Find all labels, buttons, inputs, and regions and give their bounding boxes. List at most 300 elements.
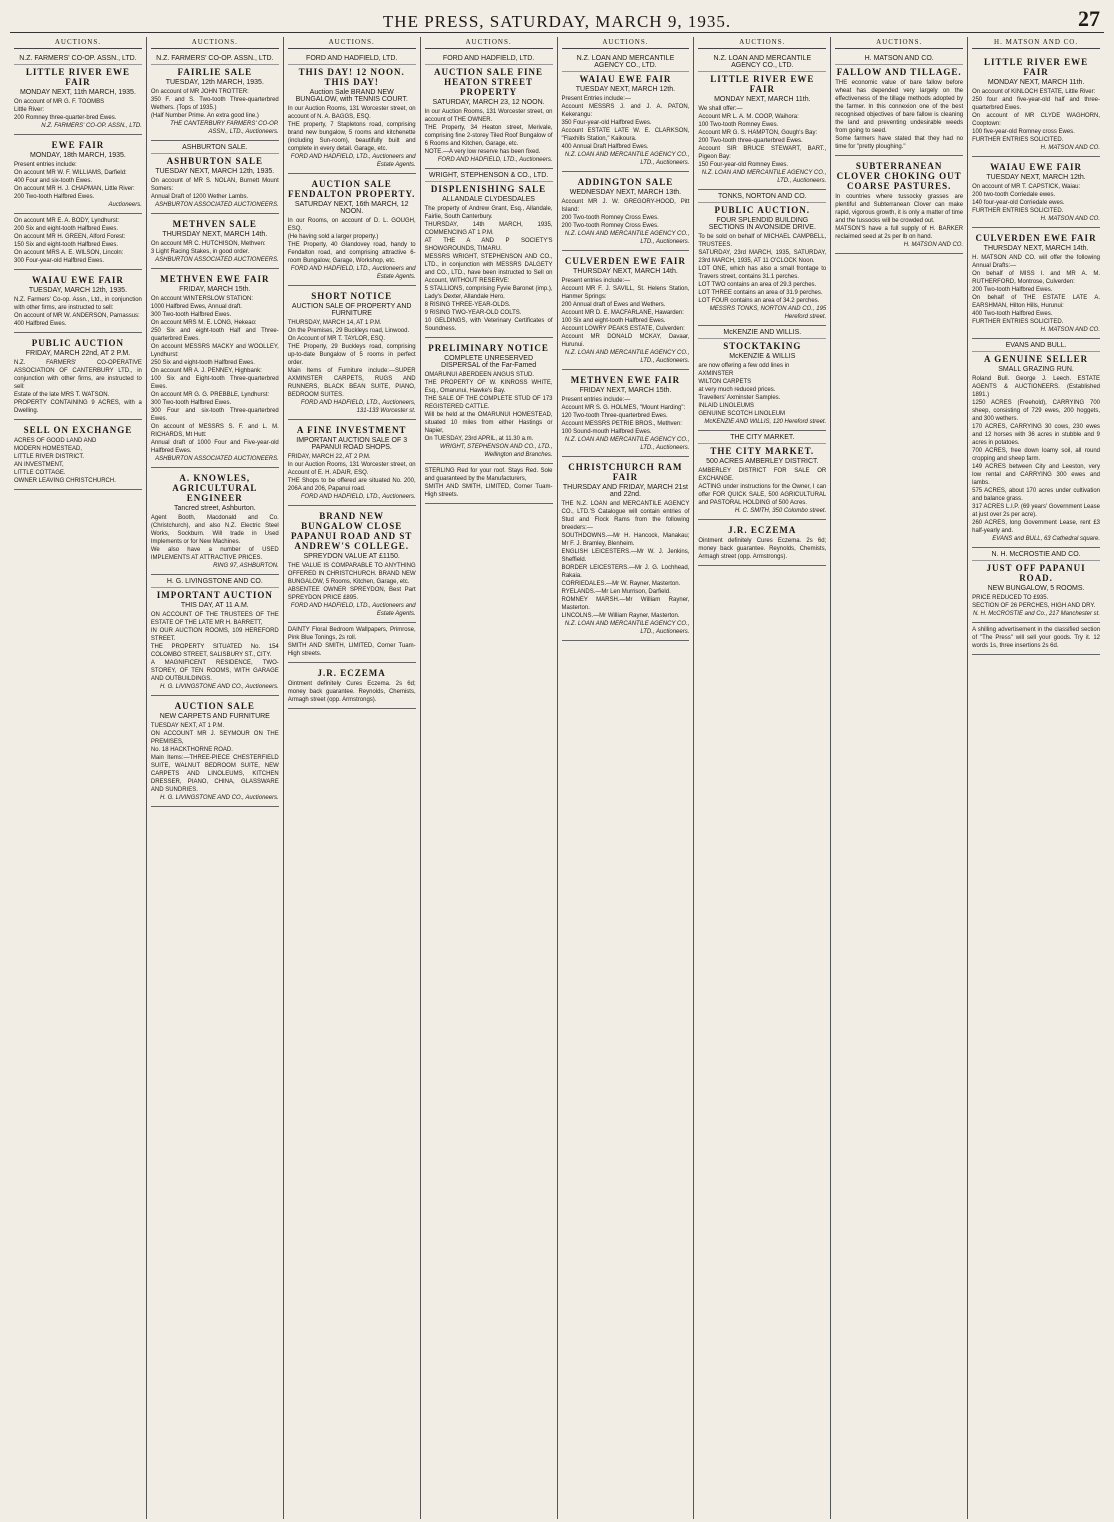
ad-text-line: FURTHER ENTRIES SOLICITED.	[972, 208, 1064, 214]
ad-signature: N.Z. LOAN AND MERCANTILE AGENCY CO., LTD., Auctioneers.	[701, 170, 827, 184]
ad-text-line: (He having sold a larger property.)	[287, 234, 379, 240]
ad-text-line: 149 ACRES between City and Leeston, very low rental and CARRYING 300 ewes and lambs.	[972, 464, 1100, 486]
ad-text-line: Agent Booth, Macdonald and Co. (Christchurch), and also N.Z. Electric Steel Works, Sockburn. Will trade in Used Implements or for New Machines.	[150, 515, 279, 545]
ad-headline: EWE FAIR	[51, 140, 105, 150]
column-heading: AUCTIONS.	[14, 37, 142, 49]
ad-headline: LITTLE RIVER EWE FAIR	[984, 57, 1089, 77]
ad-text-line: Account MR D. E. MACFARLANE, Hawarden:	[561, 310, 684, 316]
ad-text-line: THE PROPERTY SITUATED No. 154 COLOMBO STREET, SALISBURY ST., CITY.	[150, 644, 279, 658]
ad-text-line: In our Auction Rooms, 131 Worcester street, on account of N. A. BAGGS, ESQ.	[287, 106, 416, 120]
ad-text-line: RYELANDS.—Mr Len Murrison, Darfield.	[561, 589, 671, 595]
ad-text-line: Account MR J. W. GREGORY-HOOD, Pitt Island:	[561, 199, 690, 213]
ad-firm-name: N.Z. FARMERS' CO-OP. ASSN., LTD.	[151, 55, 279, 65]
ad-text-line: FURTHER ENTRIES SOLICITED.	[972, 137, 1064, 143]
ad-text-line: Little River:	[14, 107, 45, 113]
ad-subheading: THIS DAY, AT 11 A.M.	[180, 602, 249, 609]
ad-text-line: 170 ACRES, CARRYING 30 cows, 230 ewes and 12 horses with 36 acres in stubble and 9 acres in potatoes.	[972, 424, 1100, 446]
ad-text-line: In countries where tussocky grasses are plentiful and Subterranean Clover can make rapid, vigorous growth, it is only a matter of time and the tussocks will be crowded out.	[835, 194, 964, 224]
ad-headline: METHVEN SALE	[172, 219, 257, 229]
ad-text-line: FRIDAY, MARCH 22, AT 2 P.M.	[287, 454, 371, 460]
ad-text-line: On account MR G. G. PREBBLE, Lyndhurst:	[150, 392, 270, 398]
ad-firm-name: ASHBURTON SALE.	[151, 144, 279, 154]
ad-text-line: 350 F. and S. Two-tooth Three-quarterbred Wethers. (Tops of 1935.)	[150, 97, 279, 111]
ad-text-line: Annual Draft of 1200 Wether Lambs.	[150, 194, 249, 200]
ad-subheading: MONDAY NEXT, MARCH 11th.	[987, 79, 1085, 86]
advertisement	[288, 174, 416, 286]
ad-text-line: SECTION OF 26 PERCHES, HIGH AND DRY.	[972, 603, 1096, 609]
column-heading: AUCTIONS.	[151, 37, 279, 49]
ad-text-line: LITTLE RIVER DISTRICT.	[14, 454, 85, 460]
ad-text-line: 100 Six and eight-tooth Halfbred Ewes.	[561, 318, 666, 324]
ad-text-line: BORDER LEICESTERS.—Mr J. G. Lochhead, Rakaia.	[561, 565, 690, 579]
ad-text-line: 260 ACRES, long Government Lease, rent £3 half-yearly and.	[972, 520, 1100, 534]
ad-headline: FAIRLIE SALE	[177, 67, 253, 77]
ad-signature: ASHBURTON ASSOCIATED AUCTIONEERS.	[155, 456, 279, 462]
ad-headline: WAIAU EWE FAIR	[32, 275, 124, 285]
ad-headline: STOCKTAKING	[723, 341, 802, 351]
ad-text-line: Account MR L. A. M. COOP, Waihora:	[698, 114, 799, 120]
newspaper-column	[147, 37, 284, 1519]
ad-signature: H. G. LIVINGSTONE AND CO., Auctioneers.	[159, 795, 279, 801]
ad-text-line: We also have a number of USED IMPLEMENTS AT ATTRACTIVE PRICES.	[150, 547, 279, 561]
advertisement	[562, 370, 690, 457]
ad-text-line: 350 Four-year-old Halfbred Ewes.	[561, 120, 652, 126]
ad-text-line: 250 Six and eight-tooth Halfbred Ewes.	[150, 360, 255, 366]
advertisement	[151, 696, 279, 807]
advertisement	[972, 52, 1100, 157]
ad-headline: IMPORTANT AUCTION	[156, 590, 273, 600]
ad-text-line: On behalf of MISS I. and MR A. M. RUTHERFORD, Montrose, Culverden:	[972, 271, 1100, 285]
ad-firm-name: N.Z. FARMERS' CO-OP. ASSN., LTD.	[14, 55, 142, 65]
page-title: THE PRESS, SATURDAY, MARCH 9, 1935.	[382, 12, 732, 31]
ad-text-line: On account WINTERSLOW STATION:	[150, 296, 254, 302]
ad-text-line: AXMINSTER	[698, 371, 734, 377]
ad-subheading: SATURDAY, MARCH 23, 12 NOON.	[432, 99, 545, 106]
advertisement	[698, 190, 826, 326]
column-heading: AUCTIONS.	[425, 37, 553, 49]
page-number: 27	[1078, 6, 1100, 31]
ad-text-line: 200 Two-tooth three-quarterbred Ewes.	[698, 138, 803, 144]
advertisement	[14, 135, 142, 214]
advertisement	[151, 468, 279, 575]
ad-subheading: WEDNESDAY NEXT, MARCH 13th.	[569, 189, 682, 196]
ad-text-line: THE SALE OF THE COMPLETE STUD OF 173 REGISTERED CATTLE.	[424, 396, 553, 410]
ad-text-line: 200 Two-tooth Halfbred Ewes.	[14, 194, 95, 200]
ad-headline: METHVEN EWE FAIR	[570, 375, 681, 385]
ad-text-line: LOT ONE, which has also a small frontage to Travers street, contains 31.1 perches.	[698, 266, 827, 280]
ad-headline: THIS DAY! 12 NOON. THIS DAY!	[298, 67, 405, 87]
ad-subheading: FRIDAY NEXT, MARCH 15th.	[579, 387, 672, 394]
ad-text-line: at very much reduced prices.	[698, 387, 776, 393]
ad-signature: H. C. SMITH, 350 Colombo street.	[734, 508, 827, 514]
ad-text-line: N.Z. FARMERS' CO-OPERATIVE ASSOCIATION OF CANTERBURY LTD., in conjunction with other firms, are instructed to sell:	[14, 360, 142, 390]
ad-text-line: 700 ACRES, free down loamy soil, all round cropping and sheep farm.	[972, 448, 1100, 462]
ad-headline: PUBLIC AUCTION.	[714, 205, 811, 215]
advertisement	[425, 338, 553, 464]
ad-text-line: SATURDAY, 23rd MARCH, 1935, SATURDAY, 23rd MARCH, 1935, AT 11 O'CLOCK Noon.	[698, 250, 827, 264]
advertisement	[151, 214, 279, 269]
ad-text-line: 300 Two-tooth Halfbred Ewes.	[150, 400, 232, 406]
ad-subheading: 500 ACRES AMBERLEY DISTRICT.	[706, 458, 819, 465]
ad-text-line: 120 Two-tooth Three-quarterbred Ewes.	[561, 413, 668, 419]
newspaper-column	[421, 37, 558, 1519]
ad-text-line: STERLING Red for your roof. Stays Red. Sole and guaranteed by the Manufacturers,	[424, 468, 553, 482]
newspaper-column	[968, 37, 1104, 1519]
ad-text-line: PROPERTY CONTAINING 9 ACRES, with a Dwelling.	[14, 400, 142, 414]
ad-text-line: 140 four-year-old Corriedale ewes.	[972, 200, 1065, 206]
ad-subheading: MONDAY NEXT, 11th MARCH, 1935.	[19, 89, 136, 96]
column-heading: AUCTIONS.	[835, 37, 963, 49]
ad-subheading: NEW BUNGALOW, 5 ROOMS.	[987, 585, 1085, 592]
ad-text-line: A MAGNIFICENT RESIDENCE, TWO-STOREY, OF TEN ROOMS, WITH GARAGE AND OUTBUILDINGS.	[150, 660, 279, 682]
ad-text-line: In our Auction Rooms, 131 Worcester street, on Account of E. H. ADAIR, ESQ.	[287, 462, 416, 476]
ad-text-line: are now offering a few odd lines in	[698, 363, 790, 369]
ad-headline: AUCTION SALE FENDALTON PROPERTY.	[288, 179, 416, 199]
ad-text-line: ON ACCOUNT OF THE TRUSTEES OF THE ESTATE OF THE LATE MR H. BARRETT,	[150, 612, 279, 626]
ad-text-line: On account of MR T. CAPSTICK, Waiau:	[972, 184, 1081, 190]
advertisement	[288, 506, 416, 623]
ad-signature: ASHBURTON ASSOCIATED AUCTIONEERS.	[155, 202, 279, 208]
ad-text-line: To be sold on behalf of MICHAEL CAMPBELL, TRUSTEES.	[698, 234, 827, 248]
advertisement	[14, 270, 142, 333]
ad-text-line: ON ACCOUNT MR J. SEYMOUR ON THE PREMISES,	[150, 731, 279, 745]
ad-text-line: 200 Annual draft of Ewes and Wethers.	[561, 302, 666, 308]
advertisement	[835, 156, 963, 254]
ad-text-line: On account of MESSRS S. F. and L. M. RICHARDS, Mt Hutt:	[150, 424, 279, 438]
ad-text-line: Account MR S. G. HOLMES, "Mount Harding":	[561, 405, 686, 411]
ad-text-line: Account MESSRS J. and J. A. PATON, Kekerangu:	[561, 104, 690, 118]
ad-text-line: DAINTY Floral Bedroom Wallpapers, Primrose, Pink Blue Tonings, 2s roll.	[287, 627, 416, 641]
advertisement	[562, 251, 690, 370]
ad-text-line: 3 Light Racing Stakes, in good order.	[150, 249, 250, 255]
ad-text-line: 317 ACRES L.I.P. (69 years' Government Lease at just over 2s per acre).	[972, 504, 1100, 518]
ad-headline: J.R. ECZEMA	[728, 525, 797, 535]
advertisement	[288, 52, 416, 174]
ad-firm-name: N.Z. LOAN AND MERCANTILE AGENCY CO., LTD.	[562, 55, 690, 72]
ad-headline: LITTLE RIVER EWE FAIR	[25, 67, 130, 87]
ad-text-line: TUESDAY NEXT, AT 1 P.M.	[150, 723, 225, 729]
advertisement	[972, 548, 1100, 623]
ad-text-line: THE Shops to be offered are situated No. 200, 206A and 206, Papanui road.	[287, 478, 416, 492]
ad-text-line: 300 Four and six-tooth Three-quarterbred Ewes.	[150, 408, 279, 422]
advertisement	[151, 269, 279, 468]
ad-firm-name: TONKS, NORTON AND CO.	[698, 193, 826, 203]
ad-subheading: TUESDAY, 12th MARCH, 1935.	[165, 79, 264, 86]
ad-text-line: Present Entries include:—	[561, 96, 631, 102]
ad-text-line: On account MR H. GREEN, Alford Forest:	[14, 234, 126, 240]
ad-text-line: On the Premises, 29 Buckleys road, Linwood.	[287, 328, 410, 334]
ad-text-line: On TUESDAY, 23rd APRIL, at 11.30 a.m.	[424, 436, 534, 442]
ad-text-line: 200 Two-tooth Romney Cross Ewes.	[561, 223, 659, 229]
ad-text-line: Some farmers have stated that they had no time for "pretty ploughing."	[835, 136, 964, 150]
ad-text-line: The property of Andrew Grant, Esq., Allandale, Fairlie, South Canterbury.	[424, 206, 553, 220]
ad-signature: WRIGHT, STEPHENSON AND CO., LTD., Wellington and Branches.	[440, 444, 553, 458]
ad-text-line: 200 Six and eight-tooth Halfbred Ewes.	[14, 226, 119, 232]
ad-headline: SHORT NOTICE	[311, 291, 393, 301]
ad-signature: FORD AND HADFIELD, LTD., Auctioneers and Estate Agents.	[290, 154, 416, 168]
ad-text-line: WILTON CARPETS	[698, 379, 752, 385]
ad-text-line: H. MATSON AND CO. will offer the following Annual Drafts:—	[972, 255, 1100, 269]
ad-headline: SUBTERRANEAN CLOVER CHOKING OUT COARSE PASTURES.	[836, 161, 962, 191]
ad-subheading: TUESDAY, MARCH 12th, 1935.	[28, 287, 128, 294]
ad-signature: Auctioneers.	[108, 202, 142, 208]
ad-headline: CULVERDEN EWE FAIR	[975, 233, 1097, 243]
ad-text-line: 150 Six and eight-tooth Halfbred Ewes.	[14, 242, 119, 248]
column-heading: AUCTIONS.	[562, 37, 690, 49]
ad-headline: FALLOW AND TILLAGE.	[836, 67, 962, 77]
ad-signature: FORD AND HADFIELD, LTD., Auctioneers and Estate Agents.	[290, 266, 416, 280]
ad-text-line: PRICE REDUCED TO £935.	[972, 595, 1049, 601]
advertisement	[562, 52, 690, 172]
ad-signature: FORD AND HADFIELD, LTD., Auctioneers, 131-133 Worcester st.	[300, 400, 416, 414]
newspaper-column	[831, 37, 968, 1519]
ad-subheading: THURSDAY NEXT, MARCH 14th.	[573, 268, 678, 275]
ad-text-line: On account MR C. HUTCHISON, Methven:	[150, 241, 266, 247]
advertisement	[972, 339, 1100, 548]
ad-text-line: Account MR G. S. HAMPTON, Gough's Bay:	[698, 130, 818, 136]
ad-headline: JUST OFF PAPANUI ROAD.	[986, 563, 1086, 583]
ad-firm-name: H. MATSON AND CO.	[835, 55, 963, 65]
ad-firm-name: FORD AND HADFIELD, LTD.	[288, 55, 416, 65]
ad-text-line: THE Property, 34 Heaton street, Merivale, comprising fine 2-storey Tiled Roof Bungalow of 6 Rooms and Kitchen, Garage, etc.	[424, 125, 553, 147]
ad-text-line: 100 Sound-mouth Halfbred Ewes.	[561, 429, 652, 435]
ad-signature: N. H. McCROSTIE and Co., 217 Manchester st.	[972, 611, 1100, 617]
ad-signature: N.Z. LOAN AND MERCANTILE AGENCY CO., LTD., Auctioneers.	[564, 231, 690, 245]
ad-subheading: TUESDAY NEXT, MARCH 12th.	[575, 86, 676, 93]
ad-text-line: On account of KINLOCH ESTATE, Little River:	[972, 89, 1096, 95]
ad-text-line: In our Rooms, on account of D. L. GOUGH, ESQ.	[287, 218, 416, 232]
ad-subheading: MONDAY, 18th MARCH, 1935.	[30, 152, 126, 159]
advertisement	[425, 464, 553, 504]
masthead	[10, 8, 1104, 33]
ad-text-line: On account of MR JOHN TROTTER:	[150, 89, 249, 95]
ad-text-line: Ointment definitely Cures Eczema. 2s 6d; money back guarantee. Reynolds, Chemists, Armagh street (opp. Armstrongs).	[287, 681, 416, 703]
ad-headline: WAIAU EWE FAIR	[990, 162, 1082, 172]
ad-headline: WAIAU EWE FAIR	[579, 74, 672, 84]
ad-firm-name: H. G. LIVINGSTONE AND CO.	[151, 578, 279, 588]
ad-signature: FORD AND HADFIELD, LTD., Auctioneers.	[437, 157, 553, 163]
ad-text-line: LINCOLNS.—Mr William Rayner, Masterton.	[561, 613, 680, 619]
ad-text-line: ACRES OF GOOD LAND AND	[14, 438, 97, 444]
ad-firm-name: N.Z. LOAN AND MERCANTILE AGENCY CO., LTD.	[698, 55, 826, 72]
ad-signature: H. MATSON AND CO.	[1040, 327, 1100, 333]
ad-text-line: Account MESSRS PETRIE BROS., Methven:	[561, 421, 682, 427]
ad-headline: ASHBURTON SALE	[166, 156, 263, 166]
ad-text-line: AMBERLEY DISTRICT FOR SALE OR EXCHANGE.	[698, 468, 827, 482]
ad-signature: N.Z. FARMERS' CO-OP. ASSN., LTD.	[41, 123, 142, 129]
ad-text-line: SMITH AND SMITH, LIMITED, Corner Tuam-High streets.	[287, 643, 416, 657]
ad-signature: H. MATSON AND CO.	[1040, 145, 1100, 151]
advertisement	[151, 141, 279, 214]
advertisement	[698, 326, 826, 431]
ad-subheading: FRIDAY, MARCH 22nd, AT 2 P.M.	[25, 350, 131, 357]
ad-text-line: Estate of the late MRS T. WATSON.	[14, 392, 110, 398]
ad-headline: ADDINGTON SALE	[577, 177, 674, 187]
ad-text-line: CORRIEDALES.—Mr W. Rayner, Masterton.	[561, 581, 681, 587]
ad-text-line: Main Items:—THREE-PIECE CHESTERFIELD SUITE, WALNUT BEDROOM SUITE, NEW CARPETS AND LINOLEUMS, KITCHEN DRESSER, PIANO, CHINA, GLASSWARE AND SUNDRIES.	[150, 755, 279, 793]
ad-text-line: THE economic value of bare fallow before wheat has depended very largely on the effectiveness of the tillage methods adopted by the farmer. In this connexion one of the best recognised objectives of bare fallow is cleaning the land and preventing undesirable weeds from going to seed.	[835, 80, 964, 134]
ad-headline: PRELIMINARY NOTICE	[428, 343, 549, 353]
advertisement	[288, 420, 416, 506]
ad-text-line: On account MR E. A. BODY, Lyndhurst:	[14, 218, 120, 224]
ad-text-line: OWNER LEAVING CHRISTCHURCH.	[14, 478, 116, 484]
advertisement	[835, 52, 963, 156]
ad-subheading: AUCTION SALE OF PROPERTY AND FURNITURE	[291, 303, 412, 317]
advertisement	[425, 169, 553, 338]
ad-text-line: MESSRS WRIGHT, STEPHENSON AND CO., LTD., in conjunction with MESSRS DALGETY and CO., LTD., have been instructed to Sell on Account, WITHOUT RESERVE:	[424, 254, 553, 284]
ad-subheading: TUESDAY NEXT, MARCH 12th.	[986, 174, 1086, 181]
newspaper-column	[284, 37, 421, 1519]
ad-headline: A. KNOWLES, AGRICULTURAL ENGINEER	[172, 473, 258, 503]
ad-headline: THE CITY MARKET.	[710, 446, 815, 456]
advertisement	[698, 520, 826, 566]
ad-text-line: Will be held at the OMARUNUI HOMESTEAD, situated 10 miles from either Hastings or Napier,	[424, 412, 553, 434]
ad-text-line: OMARUNUI ABERDEEN ANGUS STUD.	[424, 372, 534, 378]
ad-subheading: McKENZIE & WILLIS	[729, 353, 796, 360]
ad-text-line: 9 RISING TWO-YEAR-OLD COLTS.	[424, 310, 522, 316]
ad-subheading: MONDAY NEXT, MARCH 11th.	[714, 96, 811, 103]
ad-text-line: A shilling advertisement in the classified section of "The Press" will sell your goods. Try it. 12 words 1s, three insertions 2s 6d.	[972, 627, 1100, 649]
ad-text-line: AN INVESTMENT,	[14, 462, 64, 468]
ad-text-line: THE property, 7 Stapletons road, comprising brand new bungalow, 5 rooms and kitchenette (including Sun-room), beautifully built and complete in every detail. Garage, etc.	[287, 122, 416, 152]
ad-text-line: Account ESTATE LATE W. E. CLARKSON, "Flaxhills Station," Kaikoura.	[561, 128, 690, 142]
ad-headline: CULVERDEN EWE FAIR	[564, 256, 686, 266]
ad-text-line: ENGLISH LEICESTERS.—Mr W. J. Jenkins, Sheffield.	[561, 549, 690, 563]
ad-headline: J.R. ECZEMA	[317, 668, 386, 678]
ad-text-line: 5 STALLIONS, comprising Fyvie Baronet (imp.), Lady's Dexter, Allandale Hero.	[424, 286, 553, 300]
ad-subheading: NEW CARPETS AND FURNITURE	[159, 713, 270, 720]
ad-firm-name: WRIGHT, STEPHENSON & CO., LTD.	[425, 172, 553, 182]
ad-text-line: THE N.Z. LOAN and MERCANTILE AGENCY CO., LTD.'S Catalogue will contain entries of Stud and Flock Rams from the following breeders:—	[561, 501, 690, 531]
ad-text-line: ACTING under instructions for the Owner, I can offer FOR QUICK SALE, 500 AGRICULTURAL and PASTORAL HOLDING of 500 Acres.	[698, 484, 827, 506]
ad-text-line: 150 Four-year-old Romney Ewes.	[698, 162, 789, 168]
advertisement	[972, 228, 1100, 339]
ad-subheading: FOUR SPLENDID BUILDING SECTIONS IN AVONSIDE DRIVE.	[708, 217, 816, 231]
ad-subheading: ALLANDALE CLYDESDALES	[442, 196, 535, 203]
ad-subheading: FRIDAY, MARCH 15th.	[179, 286, 251, 293]
ad-subheading: COMPLETE UNRESERVED DISPERSAL of the Far-Famed	[441, 355, 537, 369]
ad-text-line: On account MR A. J. PENNEY, Highbank:	[150, 368, 262, 374]
ad-text-line: 400 Annual Draft Halfbred Ewes.	[561, 144, 649, 150]
ad-text-line: FURTHER ENTRIES SOLICITED.	[972, 319, 1064, 325]
ad-text-line: ABSENTEE OWNER SPREYDON, Best Part SPREYDON PRICE £895.	[287, 587, 416, 601]
advertisement	[972, 623, 1100, 655]
ad-text-line: THURSDAY, MARCH 14, AT 1 P.M.	[287, 320, 382, 326]
ad-firm-name: N. H. McCROSTIE AND CO.	[972, 551, 1100, 561]
ad-text-line: 300 Two-tooth Halfbred Ewes.	[150, 312, 232, 318]
ad-subheading: SPREYDON VALUE AT £1150.	[303, 553, 400, 560]
ad-text-line: 200 two-tooth Corriedale ewes.	[972, 192, 1056, 198]
ad-headline: AUCTION SALE FINE HEATON STREET PROPERTY	[434, 67, 544, 97]
ad-headline: CHRISTCHURCH RAM FAIR	[568, 462, 683, 482]
advertisement	[288, 286, 416, 420]
newspaper-column	[10, 37, 147, 1519]
ad-text-line: 250 Six and eight-tooth Half and Three-quarterbred Ewes.	[150, 328, 279, 342]
ad-text-line: THE Property, 29 Buckleys road, comprising up-to-date Bungalow of 5 rooms in perfect order.	[287, 344, 416, 366]
ad-text-line: THE Property, 40 Glandovey road, handy to Fendalton road, and comprising attractive 6-room Bungalow, Garage, Workshop, etc.	[287, 242, 416, 264]
ad-signature: H. MATSON AND CO.	[903, 242, 964, 248]
ad-text-line: IN OUR AUCTION ROOMS, 109 HEREFORD STREET.	[150, 628, 279, 642]
ad-text-line: 400 Four and six-tooth Ewes.	[14, 178, 93, 184]
advertisement	[14, 52, 142, 135]
ad-text-line: Present entries include:—	[561, 397, 631, 403]
ad-text-line: On account MRS A. E. WILSON, Lincoln:	[14, 250, 124, 256]
ad-text-line: INLAID LINOLEUMS	[698, 403, 755, 409]
ad-signature: EVANS and BULL, 63 Cathedral square.	[992, 536, 1100, 542]
ad-text-line: Travellers' Axminster Samples.	[698, 395, 781, 401]
advertisement	[698, 52, 826, 190]
ad-text-line: On account of MR G. F. TOOMBS	[14, 99, 105, 105]
ad-text-line: THE VALUE IS COMPARABLE TO ANYTHING OFFERED IN CHRISTCHURCH. BRAND NEW BUNGALOW, 5 Rooms, Kitchen, Garage, etc.	[287, 563, 416, 585]
ad-text-line: LOT TWO contains an area of 29.3 perches.	[698, 282, 817, 288]
ad-text-line: N.Z. Farmers' Co-op. Assn., Ltd., in conjunction with other firms, are instructed to sell:	[14, 297, 142, 311]
ad-text-line: (Half Number Prime. An extra good line.)	[150, 113, 259, 119]
ad-headline: LITTLE RIVER EWE FAIR	[710, 74, 815, 94]
ad-text-line: 10 GELDINGS, with Veterinary Certificates of Soundness.	[424, 318, 553, 332]
advertisement	[288, 623, 416, 663]
ad-text-line: 8 RISING THREE-YEAR-OLDS.	[424, 302, 511, 308]
ad-headline: AUCTION SALE	[174, 701, 255, 711]
ad-text-line: NOTE.—A very low reserve has been fixed.	[424, 149, 541, 155]
ad-headline: A FINE INVESTMENT	[296, 425, 407, 435]
ad-text-line: 1250 ACRES (Freehold), CARRYING 700 sheep, consisting of 729 ewes, 200 hoggets, and 300 wethers.	[972, 400, 1100, 422]
ad-text-line: 250 four and five-year-old half and three-quarterbred Ewes.	[972, 97, 1100, 111]
ad-headline: DISPLENISHING SALE	[430, 184, 547, 194]
ad-text-line: Account SIR BRUCE STEWART, BART., Pigeon Bay:	[698, 146, 827, 160]
ad-text-line: On account of MR S. NOLAN, Burnett Mount Somers:	[150, 178, 279, 192]
advertisement	[288, 663, 416, 709]
ad-text-line: ROMNEY MARSH.—Mr William Rayner, Masterton.	[561, 597, 690, 611]
ad-headline: METHVEN EWE FAIR	[160, 274, 270, 284]
ad-signature: N.Z. LOAN AND MERCANTILE AGENCY CO., LTD., Auctioneers.	[564, 437, 690, 451]
ad-text-line: 100 Six and Eight-tooth Three-quarterbred Ewes.	[150, 376, 279, 390]
ad-signature: FORD AND HADFIELD, LTD., Auctioneers.	[300, 494, 416, 500]
ad-text-line: MODERN HOMESTEAD,	[14, 446, 83, 452]
ad-text-line: On account of MR W. ANDERSON, Parnassus:	[14, 313, 140, 319]
ad-text-line: Account MR F. J. SAVILL, St. Helens Station, Hanmer Springs:	[561, 286, 690, 300]
ad-text-line: Annual draft of 1000 Four and Five-year-old Halfbred Ewes.	[150, 440, 279, 454]
ad-text-line: MATSON'S have a full supply of H. BARKER reclaimed seed at 2s per lb on hand.	[835, 226, 964, 240]
ad-subheading: IMPORTANT AUCTION SALE OF 3 PAPANUI ROAD SHOPS.	[296, 437, 408, 451]
ad-text-line: Present entries include:	[14, 162, 77, 168]
advertisement	[698, 431, 826, 520]
ad-signature: FORD AND HADFIELD, LTD., Auctioneers and Estate Agents.	[290, 603, 416, 617]
ad-text-line: 200 Two-tooth Halfbred Ewes.	[972, 287, 1053, 293]
ad-headline: PUBLIC AUCTION	[31, 338, 125, 348]
ad-text-line: 200 Romney three-quarter-bred Ewes.	[14, 115, 117, 121]
ad-signature: RING 97, ASHBURTON.	[213, 563, 279, 569]
ad-subheading: Auction Sale BRAND NEW BUNGALOW, with TENNIS COURT.	[295, 89, 408, 103]
ad-text-line: GENUINE SCOTCH LINOLEUM	[698, 411, 786, 417]
ad-text-line: LOT FOUR contains an area of 34.2 perches.	[698, 298, 820, 304]
ad-signature: THE CANTERBURY FARMERS' CO-OP. ASSN., LTD., Auctioneers.	[170, 121, 279, 135]
ad-firm-name: THE CITY MARKET.	[698, 434, 826, 444]
ad-text-line: On account MRS M. E. LONG, Hekeao:	[150, 320, 257, 326]
columns-container	[10, 37, 1104, 1519]
advertisement	[972, 157, 1100, 228]
ad-text-line: Account LOWRY PEAKS ESTATE, Culverden:	[561, 326, 685, 332]
advertisement	[562, 457, 690, 641]
ad-signature: N.Z. LOAN AND MERCANTILE AGENCY CO., LTD., Auctioneers.	[564, 350, 690, 364]
column-heading: H. MATSON AND CO.	[972, 37, 1100, 49]
ad-text-line: 400 Two-tooth Halfbred Ewes.	[972, 311, 1053, 317]
ad-text-line: On account MR W. F. WILLIAMS, Darfield:	[14, 170, 127, 176]
ad-subheading: SMALL GRAZING RUN.	[998, 366, 1074, 373]
advertisement	[151, 575, 279, 696]
ad-text-line: AT THE A AND P SOCIETY'S SHOWGROUNDS, TIMARU.	[424, 238, 553, 252]
ad-text-line: On Account of MR T. TAYLOR, ESQ.	[287, 336, 386, 342]
ad-text-line: THURSDAY, 14th MARCH, 1935, COMMENCING AT 1 P.M.	[424, 222, 553, 236]
